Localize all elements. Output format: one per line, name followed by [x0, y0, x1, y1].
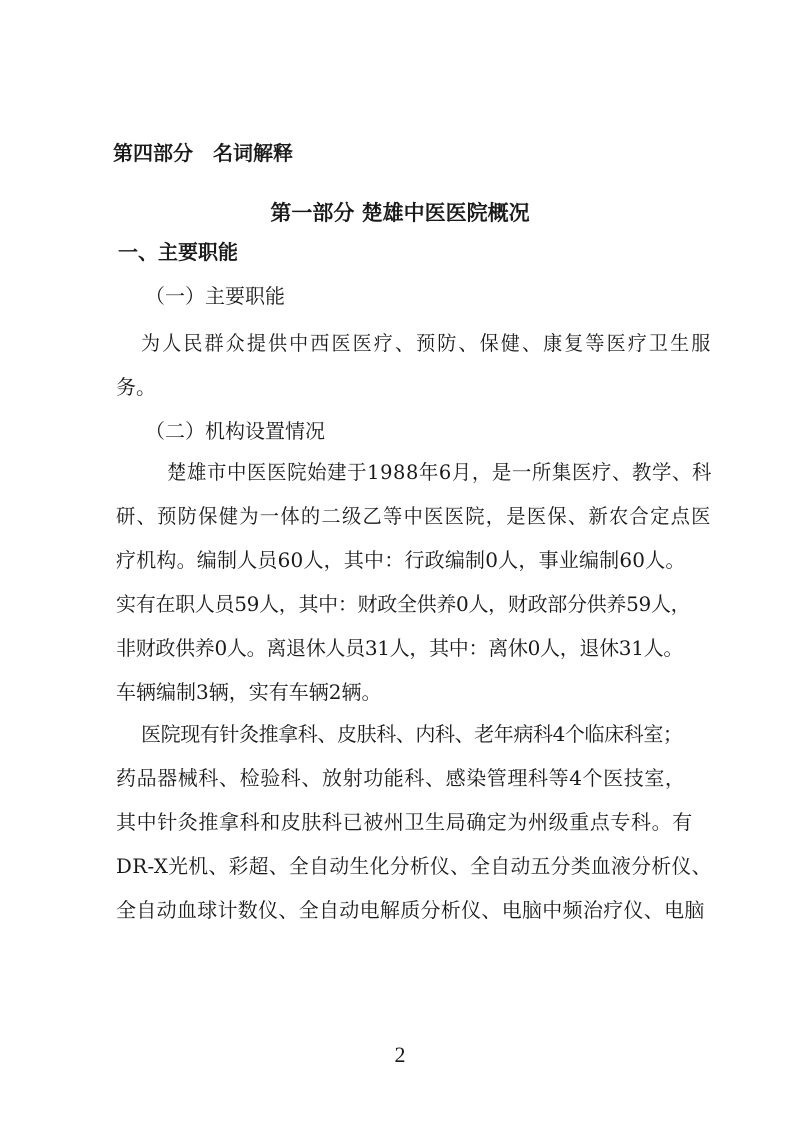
para2-line-4: DR-X光机、彩超、全自动生化分析仪、全自动五分类血液分析仪、 — [116, 854, 712, 878]
para1-line-2: 研、预防保健为一体的二级乙等中医医院，是医保、新农合定点医 — [116, 504, 712, 528]
subsection-heading-1: （一）主要职能 — [145, 284, 285, 308]
subsection-heading-2: （二）机构设置情况 — [145, 419, 325, 443]
para1-line-5: 非财政供养0人。离退休人员31人，其中：离休0人，退休31人。 — [116, 636, 684, 660]
para2-line-5: 全自动血球计数仪、全自动电解质分析仪、电脑中频治疗仪、电脑 — [116, 898, 705, 922]
sub1-text-line-2: 务。 — [116, 375, 156, 399]
para2-line-3: 其中针灸推拿科和皮肤科已被州卫生局确定为州级重点专科。有 — [116, 810, 693, 834]
para1-line-1: 楚雄市中医医院始建于1988年6月，是一所集医疗、教学、科 — [167, 460, 713, 484]
toc-line: 第四部分 名词解释 — [113, 141, 293, 165]
para1-line-3: 疗机构。编制人员60人，其中：行政编制0人，事业编制60人。 — [116, 548, 686, 572]
page-title: 第一部分 楚雄中医医院概况 — [270, 201, 530, 225]
page-number: 2 — [394, 1042, 406, 1067]
section-heading-1: 一、主要职能 — [118, 240, 238, 264]
sub1-text-line-1: 为人民群众提供中西医医疗、预防、保健、康复等医疗卫生服 — [141, 331, 713, 355]
para1-line-6: 车辆编制3辆，实有车辆2辆。 — [116, 680, 382, 704]
para2-line-1: 医院现有针灸推拿科、皮肤科、内科、老年病科4个临床科室； — [141, 722, 683, 746]
para2-line-2: 药品器械科、检验科、放射功能科、感染管理科等4个医技室， — [116, 766, 686, 790]
para1-line-4: 实有在职人员59人，其中：财政全供养0人，财政部分供养59人， — [116, 592, 691, 616]
